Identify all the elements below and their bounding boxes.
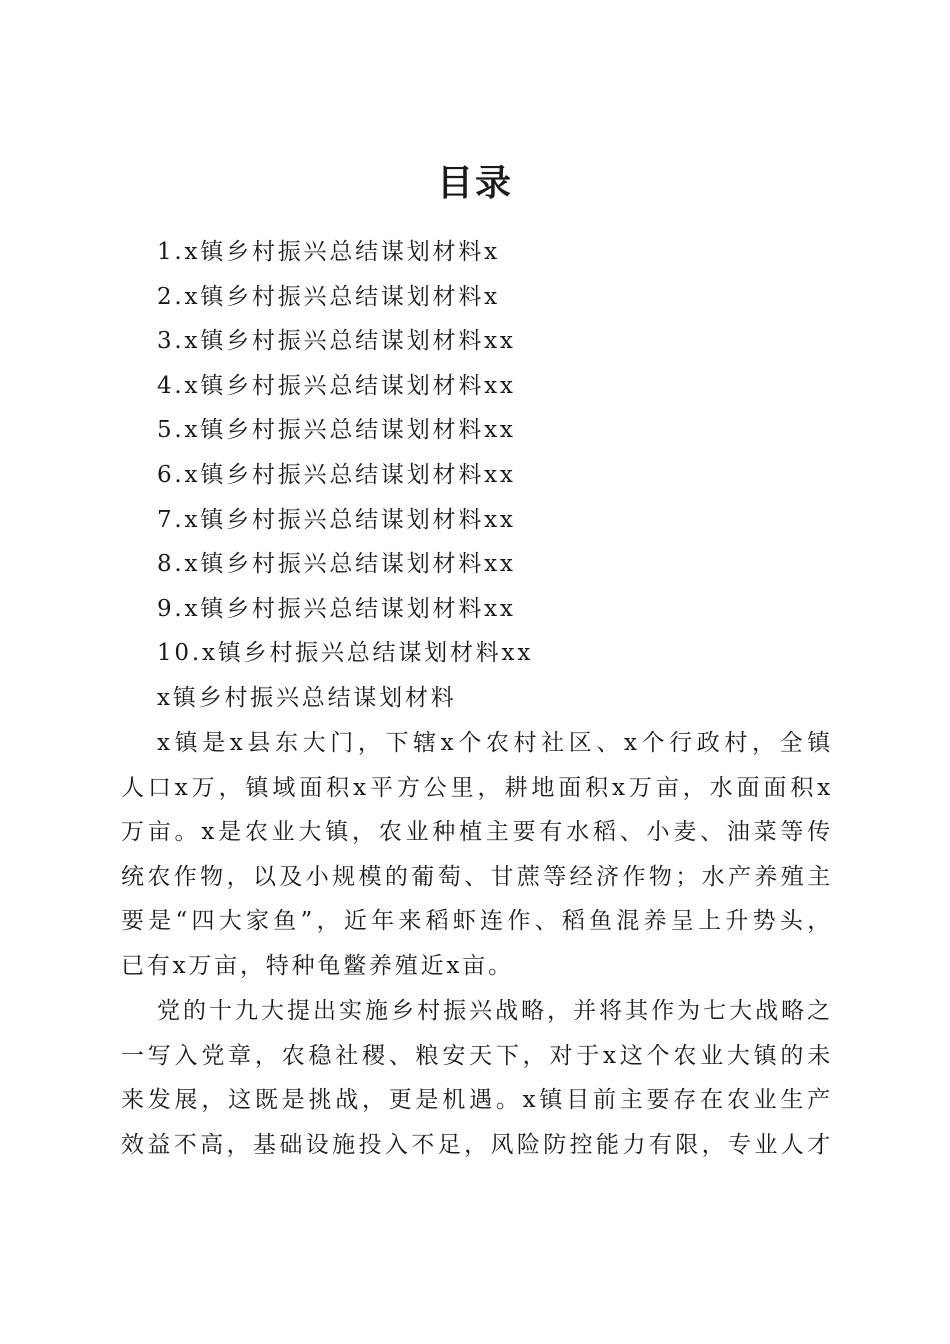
paragraph-strategy bbox=[121, 989, 833, 1167]
toc-item: 6.x镇乡村振兴总结谋划材料xx bbox=[157, 461, 516, 488]
toc-item: 5.x镇乡村振兴总结谋划材料xx bbox=[157, 417, 516, 444]
paragraph-line: 万亩。x是农业大镇，农业种植主要有水稻、小麦、油菜等传 bbox=[121, 819, 833, 846]
paragraph-line: 一写入党章，农稳社稷、粮安天下，对于x这个农业大镇的未 bbox=[121, 1042, 833, 1069]
toc-item: 10.x镇乡村振兴总结谋划材料xx bbox=[157, 640, 534, 667]
paragraph-line: x镇是x县东大门，下辖x个农村社区、x个行政村，全镇 bbox=[157, 730, 833, 756]
toc-item: 3.x镇乡村振兴总结谋划材料xx bbox=[157, 328, 516, 355]
paragraph-intro bbox=[121, 721, 833, 989]
paragraph-line: 人口x万，镇域面积x平方公里，耕地面积x万亩，水面面积x bbox=[121, 774, 833, 801]
table-of-contents bbox=[157, 230, 533, 676]
section-heading: x镇乡村振兴总结谋划材料 bbox=[157, 685, 457, 711]
toc-item: 1.x镇乡村振兴总结谋划材料x bbox=[157, 239, 500, 265]
page-title: 目录 bbox=[436, 162, 513, 205]
paragraph-line: 要是“四大家鱼”，近年来稻虾连作、稻鱼混养呈上升势头， bbox=[121, 908, 833, 935]
paragraph-line: 统农作物，以及小规模的葡萄、甘蔗等经济作物；水产养殖主 bbox=[121, 863, 833, 890]
toc-item: 7.x镇乡村振兴总结谋划材料xx bbox=[157, 506, 516, 533]
toc-item: 4.x镇乡村振兴总结谋划材料xx bbox=[157, 372, 516, 399]
paragraph-line: 来发展，这既是挑战，更是机遇。x镇目前主要存在农业生产 bbox=[121, 1087, 833, 1114]
toc-item: 9.x镇乡村振兴总结谋划材料xx bbox=[157, 595, 516, 622]
paragraph-line: 效益不高，基础设施投入不足，风险防控能力有限，专业人才 bbox=[121, 1131, 833, 1158]
paragraph-line: 已有x万亩，特种龟鳖养殖近x亩。 bbox=[121, 952, 514, 979]
paragraph-line: 党的十九大提出实施乡村振兴战略，并将其作为七大战略之 bbox=[157, 998, 833, 1024]
toc-item: 8.x镇乡村振兴总结谋划材料xx bbox=[157, 551, 516, 578]
toc-item: 2.x镇乡村振兴总结谋划材料x bbox=[157, 283, 500, 310]
